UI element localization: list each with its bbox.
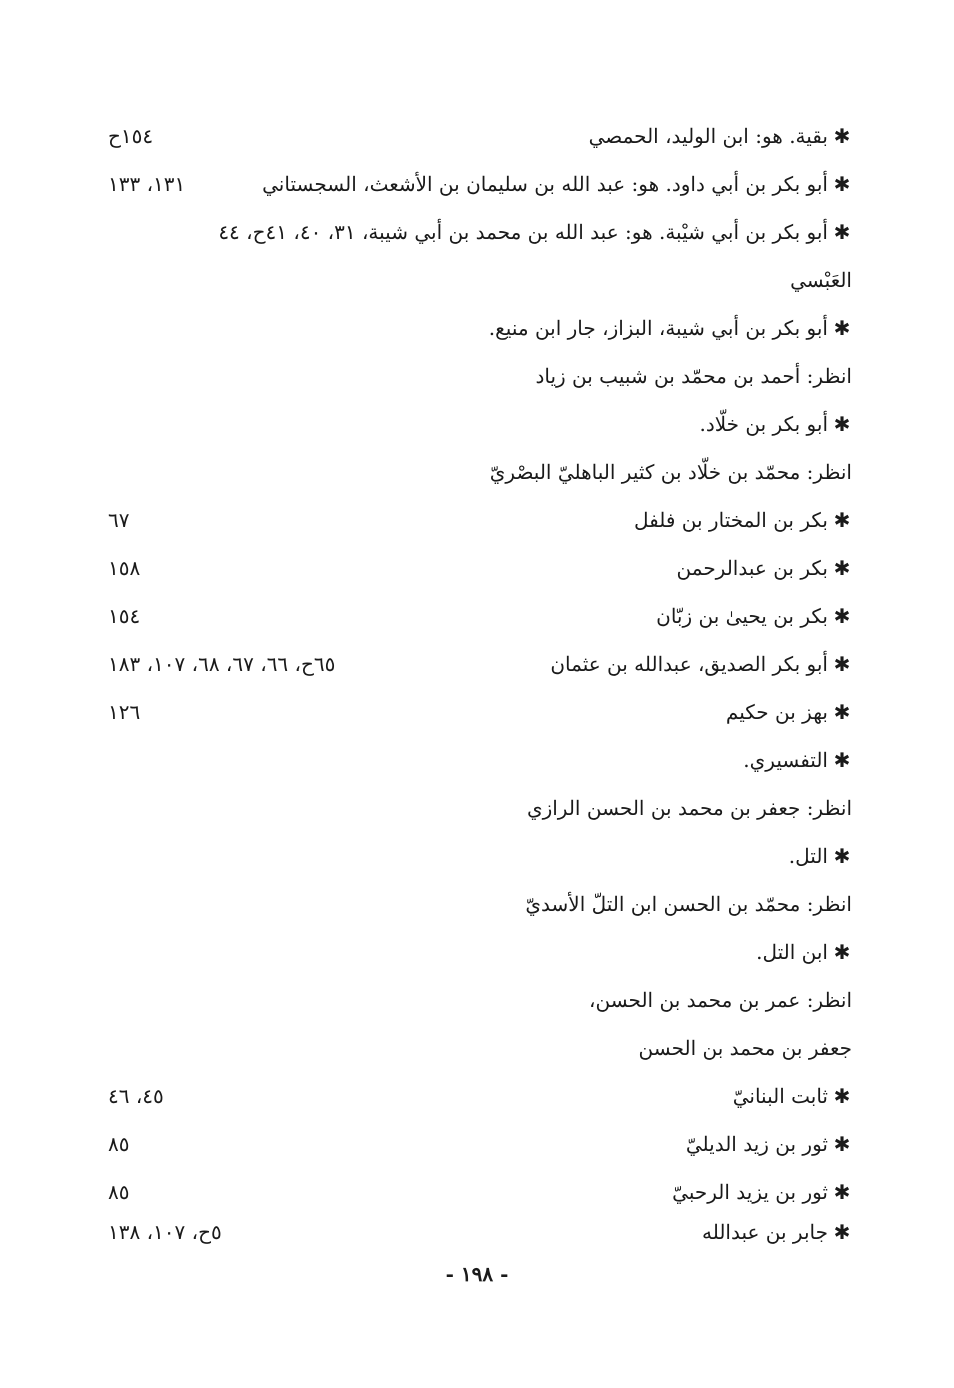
index-entry <box>100 544 852 592</box>
asterisk-icon: ✱ <box>833 412 851 436</box>
entry-refs: ٤٥، ٤٦ <box>108 1084 164 1108</box>
entry-refs: ٥ح، ١٠٧، ١٣٨ <box>108 1220 222 1244</box>
entry-text: بكر بن المختار بن فلفل <box>633 508 828 532</box>
asterisk-icon: ✱ <box>833 556 851 580</box>
entry-text: التفسيري. <box>743 748 828 772</box>
entry-text: جعفر بن محمد بن الحسن <box>638 1036 852 1060</box>
index-entry <box>100 832 852 880</box>
asterisk-icon: ✱ <box>833 604 851 628</box>
index-entry <box>100 400 852 448</box>
entry-refs: ٨٥ <box>108 1132 130 1156</box>
entry-text: بكر بن يحيىٰ بن زبّان <box>656 604 828 628</box>
entry-refs: ١٢٦ <box>108 700 141 724</box>
see-reference-continuation <box>100 1024 936 1072</box>
index-entry <box>100 928 852 976</box>
entry-refs: ١٥٤ <box>108 604 141 628</box>
entry-text: انظر: جعفر بن محمد بن الحسن الرازي <box>526 796 852 820</box>
page-number: - ١٩٨ - <box>445 1262 509 1286</box>
index-entry <box>100 304 852 352</box>
entry-text: انظر: عمر بن محمد بن الحسن، <box>589 988 852 1012</box>
asterisk-icon: ✱ <box>833 1220 851 1244</box>
entry-refs: ٨٥ <box>108 1180 130 1204</box>
index-entry <box>100 208 852 256</box>
entry-text: ثور بن يزيد الرحبيّ <box>672 1180 828 1204</box>
asterisk-icon: ✱ <box>833 124 851 148</box>
entry-text: التل. <box>788 844 828 868</box>
asterisk-icon: ✱ <box>833 940 851 964</box>
entry-text: العَبْسي <box>790 268 852 292</box>
asterisk-icon: ✱ <box>833 316 851 340</box>
index-entry-continuation <box>100 256 880 304</box>
index-entry <box>100 1120 852 1168</box>
index-entry <box>100 496 852 544</box>
asterisk-icon: ✱ <box>833 1084 851 1108</box>
entry-text: انظر: محمّد بن الحسن ابن التلّ الأسديّ <box>525 892 852 916</box>
entry-refs: ٦٥ح، ٦٦، ٦٧، ٦٨، ١٠٧، ١٨٣ <box>108 652 336 676</box>
entry-refs: ١٥٤ح <box>108 124 154 148</box>
asterisk-icon: ✱ <box>833 1180 851 1204</box>
entry-text: أبو بكر الصديق، عبدالله بن عثمان <box>550 652 828 676</box>
asterisk-icon: ✱ <box>833 172 851 196</box>
asterisk-icon: ✱ <box>833 220 851 244</box>
asterisk-icon: ✱ <box>833 844 851 868</box>
index-entry <box>100 592 852 640</box>
index-entry <box>100 688 852 736</box>
entry-text: ابن التل. <box>756 940 828 964</box>
index-entry <box>100 640 852 688</box>
index-entry <box>100 1208 852 1256</box>
entry-text: أبو بكر بن أبي داود. هو: عبد الله بن سليمان بن الأشعث، السجستاني <box>262 172 828 196</box>
asterisk-icon: ✱ <box>833 652 851 676</box>
index-entry <box>100 736 852 784</box>
index-entry <box>100 1072 852 1120</box>
asterisk-icon: ✱ <box>833 1132 851 1156</box>
entry-text: بقية. هو: ابن الوليد، الحمصي <box>588 124 828 148</box>
see-reference <box>100 352 880 400</box>
entry-text: ثابت البنانيّ <box>732 1084 828 1108</box>
see-reference <box>100 976 880 1024</box>
entry-text: أبو بكر بن خلّاد. <box>699 412 828 436</box>
see-reference <box>100 880 880 928</box>
entry-refs: ٦٧ <box>108 508 130 532</box>
entry-text: ثور بن زيد الديليّ <box>685 1132 828 1156</box>
index-entry <box>100 160 852 208</box>
entry-text: بكر بن عبدالرحمن <box>676 556 828 580</box>
entry-text: جابر بن عبدالله <box>701 1220 828 1244</box>
asterisk-icon: ✱ <box>833 748 851 772</box>
entry-text: بهز بن حكيم <box>725 700 828 724</box>
entry-text: أبو بكر بن أبي شيْبة. هو: عبد الله بن محمد بن أبي شيبة، ٣١، ٤٠، ٤١ح، ٤٤ <box>218 220 828 244</box>
entry-text: أبو بكر بن أبي شيبة، البزاز، جار ابن منيع. <box>488 316 828 340</box>
asterisk-icon: ✱ <box>833 508 851 532</box>
entry-refs: ١٥٨ <box>108 556 141 580</box>
entry-text: انظر: أحمد بن محمّد بن شبيب بن زياد <box>535 364 852 388</box>
asterisk-icon: ✱ <box>833 700 851 724</box>
see-reference <box>100 784 880 832</box>
see-reference <box>100 448 880 496</box>
entry-refs: ١٣١، ١٣٣ <box>108 172 186 196</box>
index-entry <box>100 112 852 160</box>
entry-text: انظر: محمّد بن خلّاد بن كثير الباهليّ البصْريّ <box>489 460 852 484</box>
